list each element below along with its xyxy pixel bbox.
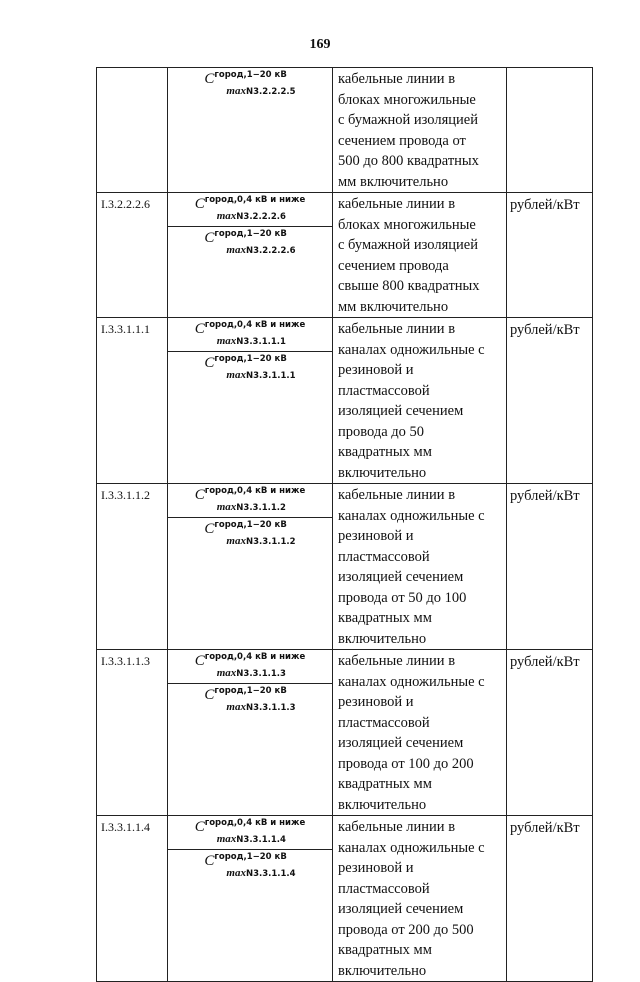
symbol-letter: C <box>204 521 215 537</box>
symbol-max: max <box>226 867 246 879</box>
unit-of-measure: рублей/кВт <box>507 193 593 318</box>
symbol-superscript: город,0,4 кВ и ниже <box>204 818 306 828</box>
symbol-max: max <box>226 85 246 97</box>
rate-symbol <box>168 849 332 883</box>
symbol-subscript: N3.3.1.1.3 <box>236 669 286 679</box>
item-description: кабельные линии в блоках многожильные с бумажной изоляцией сечением провода от 500 до 800 квадратных мм включительно <box>333 68 507 193</box>
symbol-subscript: N3.2.2.2.6 <box>236 212 286 222</box>
table-row <box>97 68 593 193</box>
rate-symbol <box>168 683 332 717</box>
rate-symbol-cell <box>168 193 333 318</box>
rate-symbol-cell <box>168 816 333 982</box>
symbol-letter: C <box>204 853 215 869</box>
symbol-letter: C <box>204 71 215 87</box>
symbol-max: max <box>226 535 246 547</box>
table-body <box>97 68 593 982</box>
symbol-superscript: город,1−20 кВ <box>214 686 287 696</box>
unit-of-measure: рублей/кВт <box>507 484 593 650</box>
rate-symbol-cell <box>168 68 333 193</box>
item-description: кабельные линии в каналах одножильные с резиновой и пластмассовой изоляцией сечением провода от 200 до 500 квадратных мм включительно <box>333 816 507 982</box>
symbol-subscript: N3.2.2.2.6 <box>245 246 296 256</box>
symbol-max: max <box>216 833 237 845</box>
item-code: I.3.3.1.1.2 <box>97 484 168 650</box>
table-row <box>97 484 593 650</box>
symbol-subscript: N3.3.1.1.3 <box>245 703 296 713</box>
symbol-max: max <box>216 210 237 222</box>
tariff-table <box>96 67 593 982</box>
table-row <box>97 816 593 982</box>
symbol-subscript: N3.3.1.1.1 <box>236 337 286 347</box>
rate-symbol <box>168 517 332 551</box>
symbol-superscript: город,1−20 кВ <box>214 354 287 364</box>
item-description: кабельные линии в каналах одножильные с резиновой и пластмассовой изоляцией сечением провода от 100 до 200 квадратных мм включительно <box>333 650 507 816</box>
rate-symbol <box>168 68 332 101</box>
symbol-subscript: N3.3.1.1.2 <box>245 537 296 547</box>
item-code <box>97 68 168 193</box>
table-row <box>97 318 593 484</box>
symbol-superscript: город,1−20 кВ <box>214 520 287 530</box>
table-row <box>97 193 593 318</box>
symbol-max: max <box>216 667 237 679</box>
item-code: I.3.3.1.1.4 <box>97 816 168 982</box>
rate-symbol <box>168 318 332 351</box>
symbol-superscript: город,0,4 кВ и ниже <box>204 195 306 205</box>
rate-symbol <box>168 484 332 517</box>
symbol-max: max <box>226 369 246 381</box>
rate-symbol <box>168 816 332 849</box>
rate-symbol <box>168 193 332 226</box>
symbol-letter: C <box>194 487 205 503</box>
symbol-letter: C <box>194 321 205 337</box>
symbol-letter: C <box>194 653 205 669</box>
page-number: 169 <box>309 37 331 52</box>
symbol-subscript: N3.3.1.1.4 <box>236 835 286 845</box>
rate-symbol-cell <box>168 650 333 816</box>
item-code: I.3.3.1.1.3 <box>97 650 168 816</box>
unit-of-measure <box>507 68 593 193</box>
symbol-subscript: N3.3.1.1.1 <box>245 371 296 381</box>
rate-symbol-cell <box>168 318 333 484</box>
item-description: кабельные линии в блоках многожильные с бумажной изоляцией сечением провода свыше 800 квадратных мм включительно <box>333 193 507 318</box>
symbol-subscript: N3.3.1.1.2 <box>236 503 286 513</box>
item-description: кабельные линии в каналах одножильные с резиновой и пластмассовой изоляцией сечением провода от 50 до 100 квадратных мм включительно <box>333 484 507 650</box>
rate-symbol <box>168 650 332 683</box>
symbol-letter: C <box>204 355 215 371</box>
item-description: кабельные линии в каналах одножильные с резиновой и пластмассовой изоляцией сечением провода до 50 квадратных мм включительно <box>333 318 507 484</box>
symbol-superscript: город,1−20 кВ <box>214 229 287 239</box>
symbol-subscript: N3.2.2.2.5 <box>245 87 296 97</box>
unit-of-measure: рублей/кВт <box>507 650 593 816</box>
unit-of-measure: рублей/кВт <box>507 816 593 982</box>
unit-of-measure: рублей/кВт <box>507 318 593 484</box>
symbol-letter: C <box>204 687 215 703</box>
table-row <box>97 650 593 816</box>
symbol-max: max <box>226 244 246 256</box>
symbol-letter: C <box>194 196 205 212</box>
rate-symbol-cell <box>168 484 333 650</box>
item-code: I.3.2.2.2.6 <box>97 193 168 318</box>
item-code: I.3.3.1.1.1 <box>97 318 168 484</box>
symbol-superscript: город,0,4 кВ и ниже <box>204 320 306 330</box>
symbol-max: max <box>216 335 237 347</box>
symbol-letter: C <box>194 819 205 835</box>
symbol-letter: C <box>204 230 215 246</box>
symbol-superscript: город,1−20 кВ <box>214 70 287 80</box>
symbol-superscript: город,1−20 кВ <box>214 852 287 862</box>
symbol-max: max <box>226 701 246 713</box>
symbol-superscript: город,0,4 кВ и ниже <box>204 652 306 662</box>
symbol-superscript: город,0,4 кВ и ниже <box>204 486 306 496</box>
rate-symbol <box>168 226 332 260</box>
rate-symbol <box>168 351 332 385</box>
symbol-subscript: N3.3.1.1.4 <box>245 869 296 879</box>
symbol-max: max <box>216 501 237 513</box>
